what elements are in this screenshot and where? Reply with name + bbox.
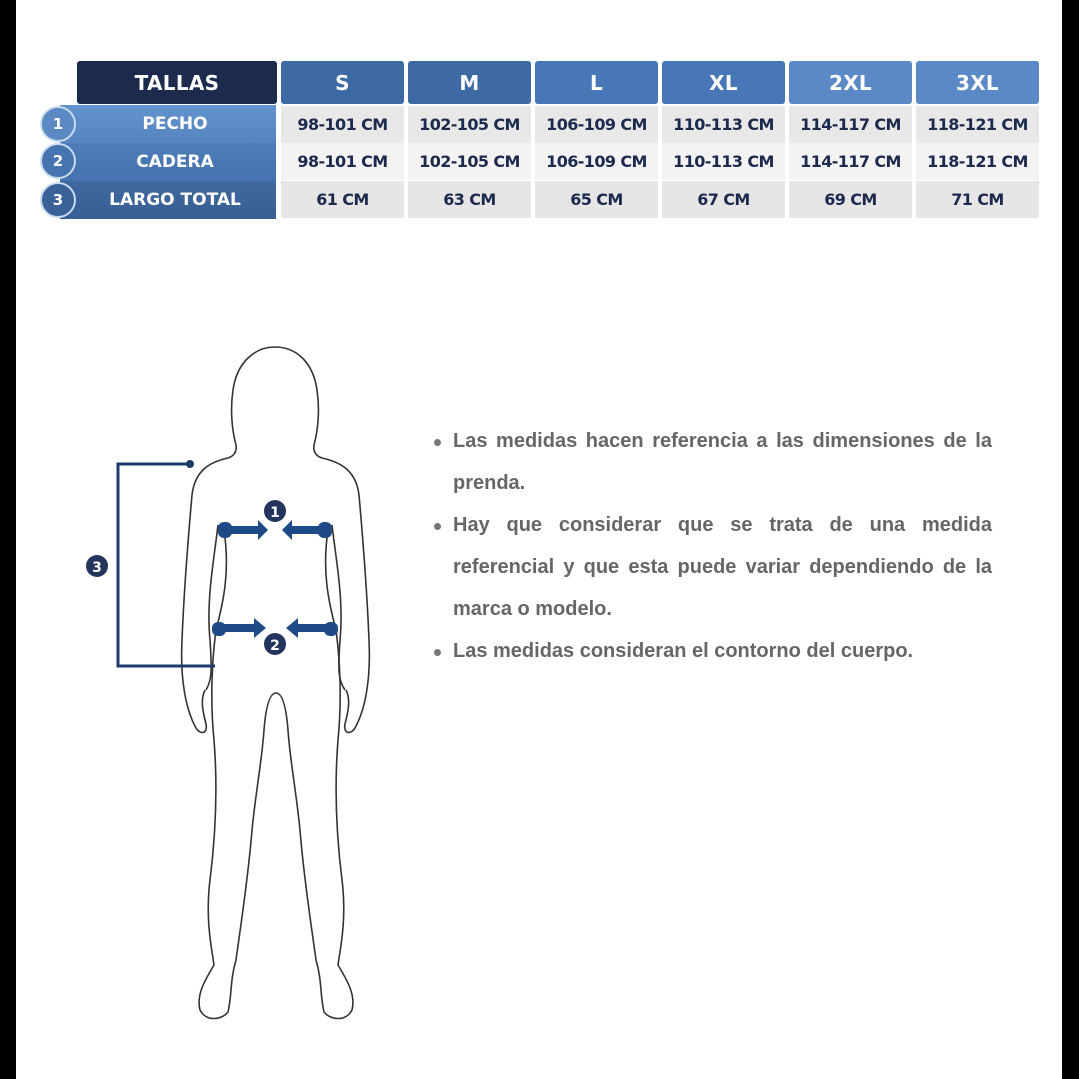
note-item-2: Hay que considerar que se trata de una medida referencial y que esta puede variar dependiendo de la marca o modelo. bbox=[432, 504, 992, 630]
svg-text:2: 2 bbox=[270, 638, 280, 654]
marker-1-icon bbox=[264, 500, 286, 522]
row-number-2: 2 bbox=[40, 143, 76, 179]
row-label-largo-total: LARGO TOTAL bbox=[60, 181, 276, 219]
cell-pecho-l: 106-109 CM bbox=[535, 106, 658, 143]
note-item-3: Las medidas consideran el contorno del cuerpo. bbox=[432, 630, 992, 672]
cell-largo-xl: 67 CM bbox=[662, 181, 785, 218]
row-label-cadera: CADERA bbox=[60, 143, 276, 181]
cell-pecho-2xl: 114-117 CM bbox=[789, 106, 912, 143]
bracket-end-dot-icon bbox=[186, 460, 194, 468]
cell-pecho-xl: 110-113 CM bbox=[662, 106, 785, 143]
note-item-1: Las medidas hacen referencia a las dimensiones de la prenda. bbox=[432, 420, 992, 504]
cell-largo-m: 63 CM bbox=[408, 181, 531, 218]
chest-arrows-icon bbox=[218, 520, 332, 540]
cell-pecho-s: 98-101 CM bbox=[281, 106, 404, 143]
header-size-3xl: 3XL bbox=[916, 61, 1039, 104]
header-size-m: M bbox=[408, 61, 531, 104]
cell-largo-2xl: 69 CM bbox=[789, 181, 912, 218]
marker-2-icon bbox=[264, 633, 286, 655]
row-number-3: 3 bbox=[40, 182, 76, 218]
header-size-xl: XL bbox=[662, 61, 785, 104]
header-tallas: TALLAS bbox=[77, 61, 277, 104]
body-outline-icon bbox=[182, 347, 370, 1019]
marker-3-icon bbox=[86, 555, 108, 577]
cell-largo-s: 61 CM bbox=[281, 181, 404, 218]
cell-cadera-2xl: 114-117 CM bbox=[789, 143, 912, 180]
row-number-1: 1 bbox=[40, 106, 76, 142]
cell-cadera-xl: 110-113 CM bbox=[662, 143, 785, 180]
svg-text:3: 3 bbox=[92, 560, 102, 576]
cell-pecho-m: 102-105 CM bbox=[408, 106, 531, 143]
svg-text:1: 1 bbox=[270, 505, 280, 521]
cell-cadera-s: 98-101 CM bbox=[281, 143, 404, 180]
header-size-2xl: 2XL bbox=[789, 61, 912, 104]
header-size-l: L bbox=[535, 61, 658, 104]
length-bracket-icon bbox=[118, 464, 215, 666]
cell-largo-3xl: 71 CM bbox=[916, 181, 1039, 218]
header-size-s: S bbox=[281, 61, 404, 104]
cell-cadera-l: 106-109 CM bbox=[535, 143, 658, 180]
notes-list bbox=[432, 420, 992, 672]
cell-cadera-3xl: 118-121 CM bbox=[916, 143, 1039, 180]
cell-pecho-3xl: 118-121 CM bbox=[916, 106, 1039, 143]
row-label-pecho: PECHO bbox=[60, 105, 276, 143]
cell-cadera-m: 102-105 CM bbox=[408, 143, 531, 180]
cell-largo-l: 65 CM bbox=[535, 181, 658, 218]
